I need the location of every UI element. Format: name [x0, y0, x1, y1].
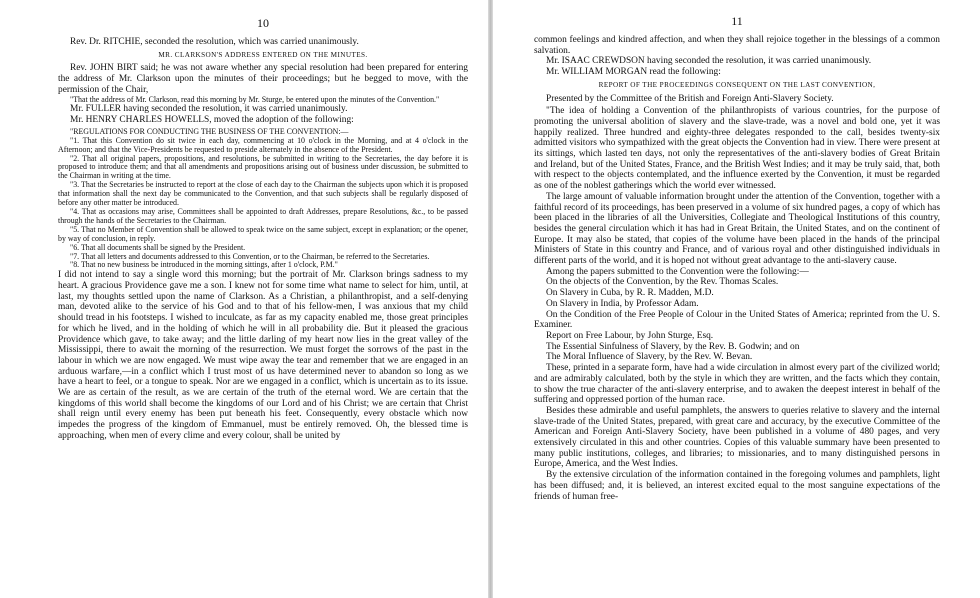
section-heading: MR. CLARKSON'S ADDRESS ENTERED ON THE MINUTES. [158, 50, 368, 59]
paragraph: common feelings and kindred affection, and when they shall rejoice together in the blessings of a common salvation. [534, 35, 940, 56]
regulation-item: "3. That the Secretaries be instructed to report at the close of each day to the Chairman the subjects upon which it is proposed that information shall the next day be communicated to the Convention, and that such subjects shall be regularly disposed of before any other matter be introduced. [58, 180, 468, 208]
left-page [0, 0, 486, 598]
paragraph: Mr. ISAAC CREWDSON having seconded the resolution, it was carried unanimously. [546, 56, 872, 67]
quoted-resolution: "That the address of Mr. Clarkson, read this morning by Mr. Sturge, be entered upon the minutes of the Convention." [70, 94, 440, 104]
regulations-heading: "REGULATIONS FOR CONDUCTING THE BUSINESS OF THE CONVENTION:— [70, 126, 349, 136]
paragraph: Rev. JOHN BIRT said; he was not aware whether any special resolution had been prepared for entering the address of Mr. Clarkson upon the minutes of their proceedings; but he begged to move, with the permission of the Chair, [58, 63, 468, 95]
list-item: On Slavery in Cuba, by R. R. Madden, M.D. [546, 288, 714, 299]
regulation-item: "7. That all letters and documents addressed to this Convention, or to the Chairman, be referred to the Secretaries. [70, 251, 430, 261]
page-number: 11 [731, 14, 743, 28]
list-item: On Slavery in India, by Professor Adam. [546, 298, 699, 309]
paragraph: The large amount of valuable information brought under the attention of the Convention, together with a faithful record of its proceedings, has been preserved in a volume of six hundred pages, a copy of which has been placed in the libraries of all the Universities, Collegiate and Theological Institutions of this country, besides the general circulation which it has had in Great Britain, the United States, and on the continent of Europe. It may also be stated, that copies of the volume have been placed in the hands of the principal Ministers of State in this country and France, and of various royal and other distinguished individuals in different parts of the world, and it is hoped not without great advantage to the anti-slavery cause. [534, 191, 940, 267]
paragraph: Among the papers submitted to the Convention were the following:— [546, 266, 809, 277]
paragraph: I did not intend to say a single word this morning; but the portrait of Mr. Clarkson brings sadness to my heart. A gracious Providence gave me a son. I knew not for some time what name to select for him, until, at last, my thoughts settled upon the name of Clarkson. As a Christian, a philanthropist, and a self-denying man, devoted alike to the service of his God and to that of his fellow-men, I was anxious that my child should tread in his footsteps. I wished to inculcate, as far as my capacity enabled me, those great principles for which he lived, and in the holding of which he will in all probability die. But it pleased the gracious Providence which gave, to take away; and the little darling of my heart now lies in the great valley of the Mississippi, there to await the morning of the resurrection. We must forget the sorrows of the past in the labour in which we are now engaged. We must wipe away the tear and remember that we are engaged in an arduous warfare,—in a conflict which I trust most of us have determined never to abandon so long as we have a heart to feel, or a tongue to speak. Nor are we engaged in a conflict, which is uncertain as to its issue. We are as certain of the result, as we are certain of the truth of the eternal word. We are certain that the kingdoms of this world shall become the kingdoms of our Lord and of his Christ; we are certain that Christ shall reign until every enemy has been put beneath his feet. Consequently, every obstacle which now impedes the progress of the kingdom of Emmanuel, must be entirely removed. Oh, the blessed time is approaching, when men of every clime and every colour, shall be united by [58, 270, 468, 441]
paragraph: These, printed in a separate form, have had a wide circulation in almost every part of the civilized world; and are admirably calculated, both by the style in which they are written, and the facts which they contain, to show the true character of the anti-slavery enterprise, and to awaken the deepest interest in behalf of the suffering and oppressed portion of the human race. [534, 363, 940, 406]
list-item: On the Condition of the Free People of Colour in the United States of America; reprinted from the U. S. Examiner. [534, 309, 940, 331]
report-heading: REPORT OF THE PROCEEDINGS CONSEQUENT ON THE LAST CONVENTION, [598, 80, 876, 89]
list-item: On the objects of the Convention, by the Rev. Thomas Scales. [546, 277, 779, 288]
paragraph: By the extensive circulation of the information contained in the foregoing volumes and pamphlets, light has been diffused; and, it is believed, an interest excited equal to the most sanguine expectations of the friends of human free- [534, 470, 940, 502]
regulation-item: "4. That as occasions may arise, Committees shall be appointed to draft Addresses, prepare Resolutions, &c., to be passed through the hands of the Secretaries to the Chairman. [58, 206, 468, 225]
book-gutter [488, 0, 493, 598]
paragraph: Mr. HENRY CHARLES HOWELLS, moved the adoption of the following: [70, 115, 354, 126]
right-page [494, 0, 980, 598]
report-subheading: Presented by the Committee of the British and Foreign Anti-Slavery Society. [546, 93, 834, 104]
list-item: The Essential Sinfulness of Slavery, by the Rev. B. Godwin; and on [546, 341, 800, 352]
list-item: Report on Free Labour, by John Sturge, Esq. [546, 330, 714, 341]
regulation-item: "5. That no Member of Convention shall be allowed to speak twice on the same subject, except in explanation; or the opener, by way of conclusion, in reply. [58, 224, 468, 243]
regulation-item: "8. That no new business be introduced in the morning sittings, after 1 o'clock, P.M." [70, 260, 338, 270]
paragraph: Rev. Dr. RITCHIE, seconded the resolution, which was carried unanimously. [70, 37, 359, 47]
regulation-item: "1. That this Convention do sit twice in each day, commencing at 10 o'clock in the Morning, and at 4 o'clock in the Afternoon; and that the Vice-Presidents be requested to preside alternately in the absence of the President. [58, 135, 468, 154]
list-item: The Moral Influence of Slavery, by the Rev. W. Bevan. [546, 352, 753, 363]
paragraph: "The idea of holding a Convention of the philanthropists of various countries, for the purpose of promoting the universal abolition of slavery and the slave-trade, was a novel and bold one, yet it was happily realized. Three hundred and eighty-three delegates responded to the call, besides twenty-six admitted visitors who sympathized with the great objects the Convention had in view. There were present at its sittings, which lasted ten days, not only the representatives of the anti-slavery bodies of Great Britain and Ireland, but of the United States, France, and the British West Indies; and it may be truly said, that, both with respect to the objects contemplated, and the influence exerted by the Convention, it must be regarded as one of the noblest gatherings which the world ever witnessed. [534, 106, 940, 192]
regulation-item: "2. That all original papers, propositions, and resolutions, be submitted in writing to the Secretaries, the day before it is proposed to introduce them; and that all amendments and propositions arising out of business under discussion, be submitted to the Chairman in writing at the time. [58, 153, 468, 181]
paragraph: Mr. WILLIAM MORGAN read the following: [546, 67, 721, 78]
regulation-item: "6. That all documents shall be signed by the President. [70, 242, 246, 252]
paragraph: Mr. FULLER having seconded the resolution, it was carried unanimously. [70, 104, 348, 115]
page-number: 10 [257, 16, 269, 30]
paragraph: Besides these admirable and useful pamphlets, the answers to queries relative to slavery and the internal slave-trade of the United States, prepared, with great care and accuracy, by the executive Committee of the American and Foreign Anti-Slavery Society, have been published in a volume of 480 pages, and very extensively circulated in this and other countries. Copies of this valuable summary have been presented to many public institutions, colleges, and libraries; to missionaries, and to many distinguished persons in Europe, America, and the West Indies. [534, 405, 940, 470]
